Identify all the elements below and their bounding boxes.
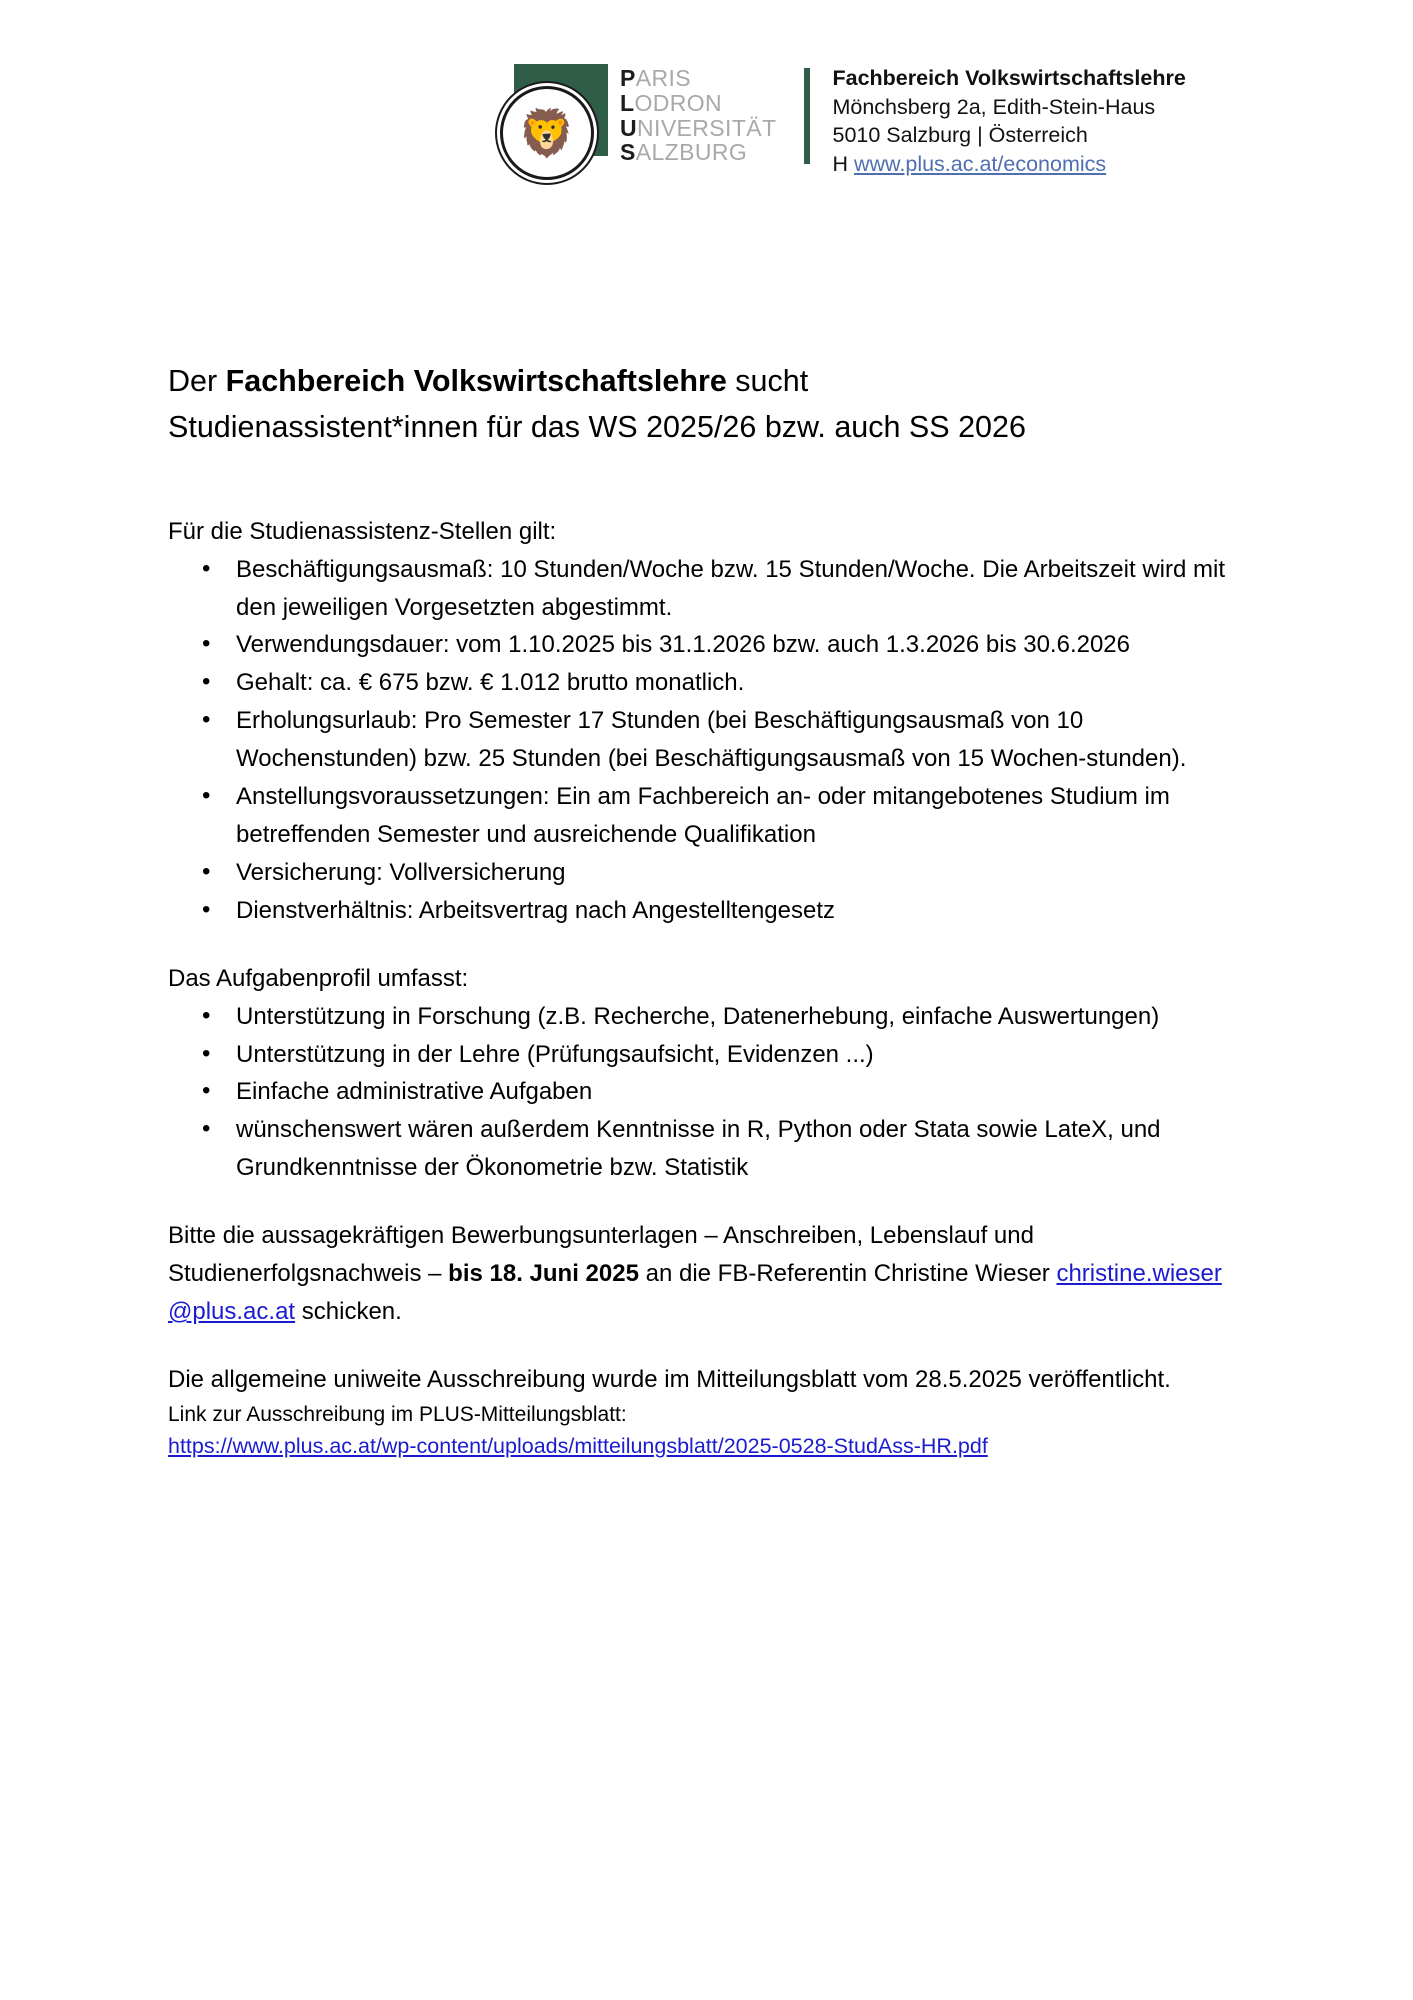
wordmark-line-paris	[620, 66, 776, 91]
list-item: • Versicherung: Vollversicherung	[168, 854, 1246, 892]
application-text-before: Bitte die aussagekräftigen Bewerbungsunterlagen – Anschreiben, Lebenslauf und Studienerfolgsnachweis –	[168, 1222, 1034, 1288]
wordmark-cap-s: S	[620, 139, 636, 166]
list-item: • wünschenswert wären außerdem Kenntnisse in R, Python oder Stata sowie LateX, und Grundkenntnisse der Ökonometrie bzw. Statistik	[168, 1111, 1246, 1187]
application-text-after: schicken.	[295, 1297, 402, 1325]
wordmark-rest-lodron: ODRON	[634, 89, 723, 116]
contact-address: Mönchsberg 2a, Edith-Stein-Haus	[832, 94, 1156, 119]
list-item: • Unterstützung in Forschung (z.B. Recherche, Datenerhebung, einfache Auswertungen)	[168, 998, 1246, 1036]
list-item: • Anstellungsvoraussetzungen: Ein am Fachbereich an- oder mitangebotenes Studium im betreffenden Semester und ausreichende Qualifikation	[168, 778, 1246, 854]
title-bold-department: Fachbereich Volkswirtschaftslehre	[225, 364, 727, 398]
application-deadline: bis 18. Juni 2025	[448, 1260, 639, 1288]
list-item: • Beschäftigungsausmaß: 10 Stunden/Woche bzw. 15 Stunden/Woche. Die Arbeitszeit wird mit den jeweiligen Vorgesetzten abgestimmt.	[168, 551, 1246, 627]
seal-inner-circle	[514, 100, 580, 166]
section2-bullet-list	[168, 998, 1246, 1188]
seal-circle	[500, 86, 594, 180]
contact-web-prefix: H	[832, 151, 849, 176]
university-seal-icon	[500, 62, 608, 170]
lion-icon: 🦁	[518, 107, 576, 159]
announcement-pdf-link[interactable]: https://www.plus.ac.at/wp-content/uploads/mitteilungsblatt/2025-0528-StudAss-HR.pdf	[168, 1434, 988, 1459]
list-item: • Gehalt: ca. € 675 bzw. € 1.012 brutto monatlich.	[168, 664, 1246, 702]
wordmark-rest-universitaet: NIVERSITÄT	[637, 114, 777, 141]
list-item: • Verwendungsdauer: vom 1.10.2025 bis 31.1.2026 bzw. auch 1.3.2026 bis 30.6.2026	[168, 626, 1246, 664]
wordmark-line-universitaet	[620, 116, 776, 141]
application-email-link[interactable]: christine.wieser@plus.ac.at	[168, 1260, 1222, 1325]
title-prefix: Der	[168, 364, 226, 398]
spacer-before-announcement	[168, 1331, 1246, 1361]
list-item: • Dienstverhältnis: Arbeitsvertrag nach Angestelltengesetz	[168, 892, 1246, 930]
title-suffix: sucht	[726, 364, 809, 398]
wordmark-line-lodron	[620, 91, 776, 116]
list-item: • Erholungsurlaub: Pro Semester 17 Stunden (bei Beschäftigungsausmaß von 10 Wochenstunden) bzw. 25 Stunden (bei Beschäftigungsausmaß von 15 Wochen-stunden).	[168, 702, 1246, 778]
list-item: • Einfache administrative Aufgaben	[168, 1073, 1246, 1111]
spacer-after-title	[168, 451, 1246, 513]
spacer-before-application	[168, 1187, 1246, 1217]
wordmark-rest-paris: ARIS	[635, 65, 692, 91]
announcement-link-label: Link zur Ausschreibung im PLUS-Mitteilungsblatt:	[168, 1402, 627, 1426]
document-header	[0, 62, 1413, 178]
list-item: • Unterstützung in der Lehre (Prüfungsaufsicht, Evidenzen ...)	[168, 1036, 1246, 1074]
title-line1	[168, 364, 808, 398]
application-text-middle: an die FB-Referentin Christine Wieser	[638, 1260, 1057, 1288]
header-vertical-divider	[804, 68, 810, 164]
wordmark-cap-l: L	[620, 89, 635, 116]
wordmark-rest-salzburg: ALZBURG	[635, 139, 748, 166]
contact-website-row	[832, 150, 1185, 179]
wordmark-cap-p: P	[620, 65, 636, 91]
wordmark-cap-u: U	[620, 114, 638, 141]
title-line2: Studienassistent*innen für das WS 2025/26 bzw. auch SS 2026	[168, 410, 1026, 445]
section1-bullet-list	[168, 551, 1246, 930]
wordmark-line-salzburg	[620, 140, 776, 165]
header-contact-block	[832, 62, 1185, 178]
contact-city: 5010 Salzburg | Österreich	[832, 123, 1088, 148]
contact-website-link[interactable]: www.plus.ac.at/economics	[854, 151, 1107, 176]
announcement-paragraph: Die allgemeine uniweite Ausschreibung wurde im Mitteilungsblatt vom 28.5.2025 veröffentlicht.	[168, 1365, 1171, 1393]
page-title	[168, 358, 1246, 451]
spacer-between-sections	[168, 930, 1246, 960]
plus-university-logo	[500, 62, 776, 170]
document-body	[168, 358, 1246, 1463]
application-paragraph	[168, 1217, 1246, 1331]
section1-heading: Für die Studienassistenz-Stellen gilt:	[168, 517, 557, 545]
contact-department: Fachbereich Volkswirtschaftslehre	[832, 66, 1186, 90]
section2-heading: Das Aufgabenprofil umfasst:	[168, 964, 469, 992]
logo-wordmark	[620, 62, 776, 165]
